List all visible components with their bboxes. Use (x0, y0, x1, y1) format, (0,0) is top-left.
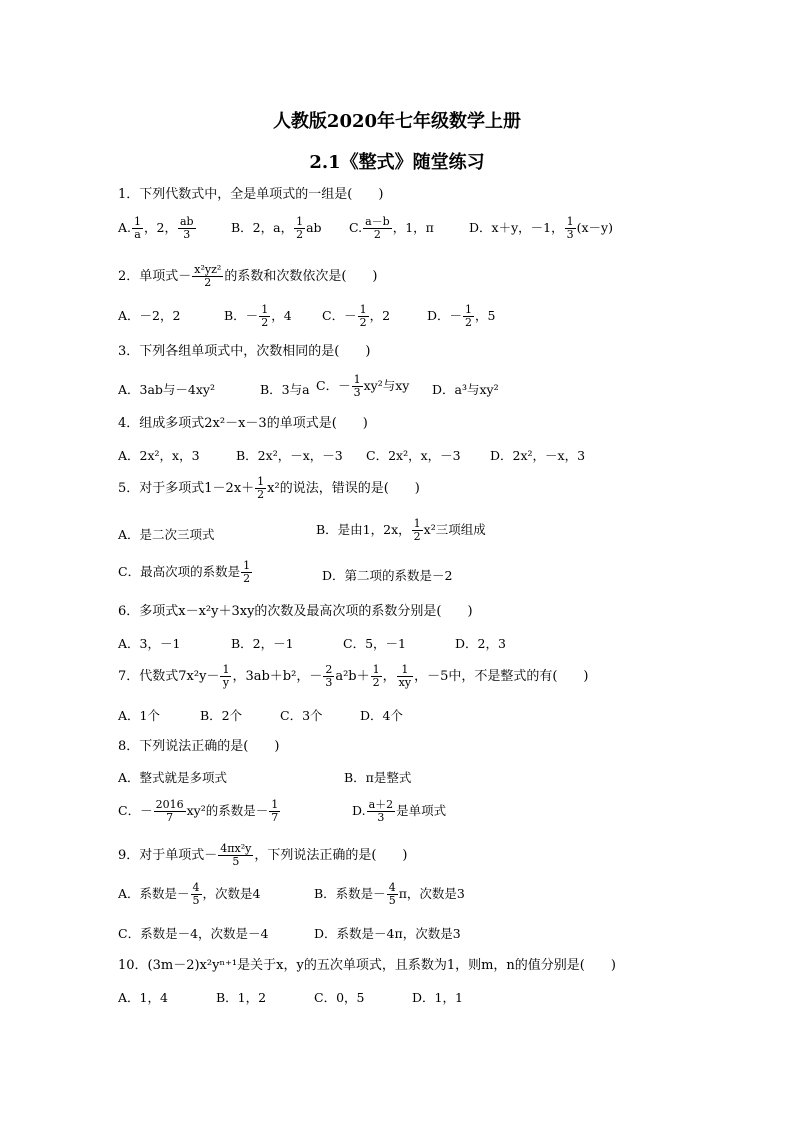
fraction: $\frac{1}{3}$ (566, 215, 574, 241)
question-2-option-d: D．－ $\frac{1}{2}$ ，5 (427, 303, 496, 329)
fraction: $\frac{a+2}{3}$ (368, 798, 394, 824)
question-4-option-a: A．2x²，x，3 (118, 448, 200, 463)
question-3-option-a: A．3ab与－4xy² (118, 382, 216, 397)
fraction: $\frac{1}{2}$ (243, 559, 251, 585)
question-6-option-c: C．5，－1 (343, 636, 406, 651)
question-7-option-c: C．3个 (280, 708, 323, 723)
question-3-option-d: D．a³与xy² (432, 382, 499, 397)
fraction: $\frac{1}{2}$ (372, 663, 380, 689)
fraction: $\frac{1}{a}$ (134, 215, 142, 241)
question-9-option-b: B．系数是－ $\frac{4}{5}$ π，次数是3 (314, 881, 465, 907)
question-5-option-d: D．第二项的系数是－2 (322, 568, 453, 583)
question-3-option-b: B．3与a (260, 382, 310, 397)
question-4-option-c: C．2x²，x，－3 (366, 448, 461, 463)
question-2-option-b: B．－ $\frac{1}{2}$ ，4 (224, 303, 292, 329)
fraction: $\frac{1}{2}$ (257, 475, 265, 501)
question-5-option-b: B．是由1，2x， $\frac{1}{2}$ x²三项组成 (316, 517, 486, 543)
fraction: $\frac{a-b}{2}$ (365, 215, 390, 241)
question-5-option-a: A．是二次三项式 (118, 527, 215, 542)
fraction: $\frac{4}{5}$ (192, 881, 200, 907)
fraction: $\frac{1}{3}$ (353, 373, 361, 399)
question-6-stem: 6．多项式x－x²y＋3xy的次数及最高次项的系数分别是( ) (118, 604, 473, 619)
fraction: $\frac{ab}{3}$ (179, 215, 194, 241)
question-8-option-d: D. $\frac{a+2}{3}$ 是单项式 (352, 798, 447, 824)
fraction: $\frac{\text{4πx²y}}{5}$ (220, 842, 252, 868)
question-10-option-a: A．1，4 (118, 990, 168, 1005)
question-4-stem: 4．组成多项式2x²－x－3的单项式是( ) (118, 416, 368, 431)
question-1-option-c: C. $\frac{a-b}{2}$ ，1，π (349, 215, 434, 241)
question-7-stem: 7．代数式7x²y－ $\frac{1}{y}$ ，3ab＋b²，－ $\frac{2}{3}$ a²b＋ $\frac{1}{2}$ ， $\frac{1}{xy}$ ，－5中，不是整式的有( ) (118, 663, 589, 689)
question-8-option-c: C．－ $\frac{2016}{7}$ xy²的系数是－ $\frac{1}{7}$ (118, 798, 279, 824)
fraction: $\frac{1}{7}$ (271, 798, 279, 824)
page-title: 人教版2020年七年级数学上册 (272, 111, 522, 132)
question-4-option-b: B．2x²，－x，－3 (236, 448, 343, 463)
question-4-option-d: D．2x²，－x，3 (490, 448, 586, 463)
question-10-option-c: C．0，5 (314, 990, 365, 1005)
question-3-stem: 3．下列各组单项式中，次数相同的是( ) (118, 344, 371, 359)
question-5-option-c: C．最高次项的系数是 $\frac{1}{2}$ (118, 559, 251, 585)
question-9-option-d: D．系数是－4π，次数是3 (314, 926, 461, 941)
fraction: $\frac{1}{2}$ (359, 303, 367, 329)
question-10-option-b: B．1，2 (216, 990, 267, 1005)
question-6-option-d: D．2，3 (455, 636, 506, 651)
question-5-stem: 5．对于多项式1－2x＋ $\frac{1}{2}$ x²的说法，错误的是( ) (118, 475, 420, 501)
question-2-stem: 2．单项式－ $\frac{\text{x²yz²}}{2}$ 的系数和次数依次是( ) (118, 263, 378, 289)
question-6-option-a: A．3，－1 (118, 636, 181, 651)
question-1-option-b: B．2，a， $\frac{1}{2}$ ab (231, 215, 322, 241)
question-9-stem: 9．对于单项式－ $\frac{\text{4πx²y}}{5}$ ，下列说法正确的是( ) (118, 842, 408, 868)
fraction: $\frac{\text{x²yz²}}{2}$ (194, 263, 222, 289)
question-2-option-a: A．－2，2 (118, 308, 181, 323)
fraction: $\frac{2016}{7}$ (155, 798, 184, 824)
question-1-option-d: D．x＋y，－1， $\frac{1}{3}$ (x－y) (469, 215, 613, 241)
question-6-option-b: B．2，－1 (231, 636, 294, 651)
question-1-stem: 1．下列代数式中，全是单项式的一组是( ) (118, 187, 384, 202)
question-1-option-a: A. $\frac{1}{a}$ ，2， $\frac{ab}{3}$ (118, 215, 194, 241)
question-8-option-a: A．整式就是多项式 (118, 770, 228, 785)
question-9-option-c: C．系数是－4，次数是－4 (118, 926, 269, 941)
fraction: $\frac{4}{5}$ (388, 881, 396, 907)
fraction: $\frac{1}{y}$ (222, 663, 230, 689)
question-7-option-b: B．2个 (200, 708, 243, 723)
fraction: $\frac{1}{2}$ (261, 303, 269, 329)
question-8-option-b: B．π是整式 (344, 770, 412, 785)
question-7-option-a: A．1个 (118, 708, 160, 723)
question-10-option-d: D．1，1 (412, 990, 463, 1005)
fraction: $\frac{2}{3}$ (325, 663, 333, 689)
page-subtitle: 2.1《整式》随堂练习 (309, 152, 485, 173)
question-7-option-d: D．4个 (360, 708, 403, 723)
question-10-stem: 10．(3m－2)x²yⁿ⁺¹是关于x，y的五次单项式，且系数为1，则m，n的值分别是( ) (118, 958, 616, 973)
question-3-option-c: C．－ $\frac{1}{3}$ xy²与xy (316, 373, 410, 399)
fraction: $\frac{1}{xy}$ (398, 663, 412, 689)
fraction: $\frac{1}{2}$ (465, 303, 473, 329)
question-9-option-a: A．系数是－ $\frac{4}{5}$ ，次数是4 (118, 881, 261, 907)
question-2-option-c: C．－ $\frac{1}{2}$ ，2 (322, 303, 391, 329)
fraction: $\frac{1}{2}$ (413, 517, 421, 543)
question-8-stem: 8．下列说法正确的是( ) (118, 739, 280, 754)
fraction: $\frac{1}{2}$ (296, 215, 304, 241)
